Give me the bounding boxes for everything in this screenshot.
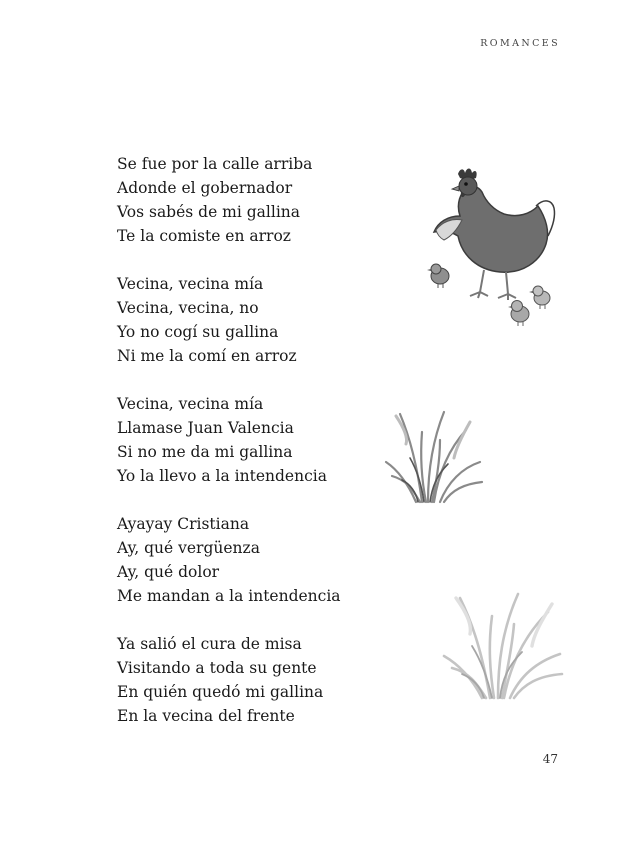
poem-line: Visitando a toda su gente: [117, 659, 317, 677]
running-head: ROMANCES: [480, 38, 560, 49]
poem-line: Llamase Juan Valencia: [117, 419, 294, 437]
poem-line: En quién quedó mi gallina: [117, 683, 324, 701]
stanza-3: [117, 392, 417, 488]
poem-line: Adonde el gobernador: [117, 179, 293, 197]
poem-line: Yo la llevo a la intendencia: [117, 467, 327, 485]
poem-line: Si no me da mi gallina: [117, 443, 293, 461]
poem-line: Se fue por la calle arriba: [117, 155, 313, 173]
poem-line: En la vecina del frente: [117, 707, 295, 725]
poem: [117, 152, 417, 752]
poem-line: Te la comiste en arroz: [117, 227, 291, 245]
stanza-2: [117, 272, 417, 368]
poem-line: Vecina, vecina mía: [117, 395, 264, 413]
stanza-4: [117, 512, 417, 608]
poem-line: Ay, qué dolor: [117, 563, 220, 581]
chick-icon: [427, 264, 449, 288]
poem-line: Ayayay Cristiana: [117, 515, 250, 533]
poem-line: Yo no cogí su gallina: [117, 323, 279, 341]
grass-tuft-light-icon: [440, 568, 570, 700]
chick-icon: [529, 286, 550, 309]
poem-line: Me mandan a la intendencia: [117, 587, 341, 605]
hen-with-chicks-icon: [418, 158, 568, 328]
page-number: 47: [542, 752, 558, 766]
poem-line: Ya salió el cura de misa: [117, 635, 302, 653]
poem-line: Vecina, vecina mía: [117, 275, 264, 293]
poem-line: Vecina, vecina, no: [117, 299, 259, 317]
poem-line: Vos sabés de mi gallina: [117, 203, 301, 221]
grass-tuft-icon: [382, 392, 492, 504]
poem-line: Ni me la comí en arroz: [117, 347, 297, 365]
poem-line: Ay, qué vergüenza: [117, 539, 260, 557]
chick-icon: [508, 301, 529, 327]
stanza-1: [117, 152, 417, 248]
stanza-5: [117, 632, 417, 728]
